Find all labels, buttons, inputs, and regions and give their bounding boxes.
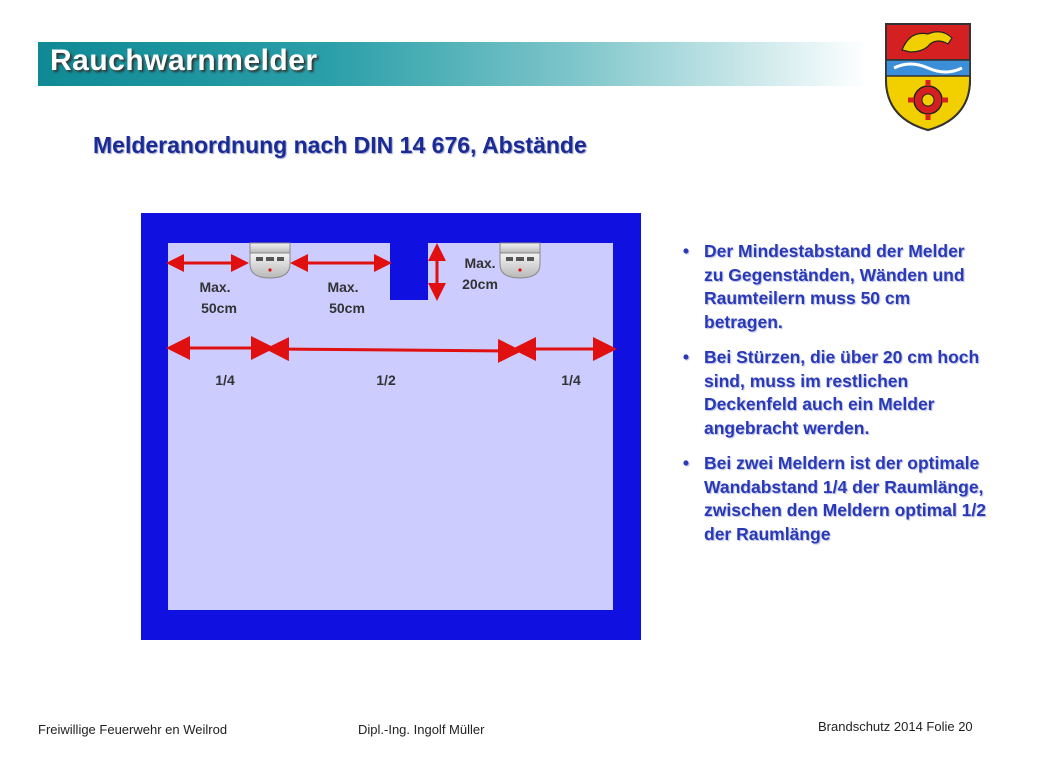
bullet-marker: •: [682, 453, 690, 473]
arrow-half-middle: [274, 349, 513, 351]
label-fraction-right: 1/4: [561, 372, 581, 388]
label-max-50cm-right: Max. 50cm: [327, 279, 365, 316]
bullet-item: [676, 452, 986, 546]
ceiling-beam: [390, 243, 428, 300]
footer-slide-ref: Brandschutz 2014 Folie 20: [818, 719, 973, 734]
bullet-text: Der Mindestabstand der Melder zu Gegenständen, Wänden und Raumteilern muss 50 cm betragen.: [704, 241, 965, 332]
label-fraction-left: 1/4: [215, 372, 235, 388]
smoke-detector-left: [250, 243, 290, 278]
footer-author: Dipl.-Ing. Ingolf Müller: [358, 722, 485, 737]
footer-organization: Freiwillige Feuerwehr en Weilrod: [38, 722, 228, 737]
bullet-marker: •: [682, 347, 690, 367]
bullet-text: Bei zwei Meldern ist der optimale Wandabstand 1/4 der Raumlänge, zwischen den Meldern optimal 1/2 der Raumlänge: [704, 453, 987, 544]
label-fraction-middle: 1/2: [376, 372, 396, 388]
bullet-marker: •: [682, 241, 690, 261]
bullet-list: [676, 240, 986, 558]
label-max-50cm-left: Max. 50cm: [199, 279, 237, 316]
bullet-item: [676, 346, 986, 440]
slide-subtitle: Melderanordnung nach DIN 14 676, Abstände: [93, 132, 587, 158]
bullet-text: Bei Stürzen, die über 20 cm hoch sind, muss im restlichen Deckenfeld auch ein Melder angebracht werden.: [704, 347, 980, 438]
label-max-20cm: Max. 20cm: [462, 255, 498, 292]
bullet-item: [676, 240, 986, 334]
slide-title: Rauchwarnmelder: [50, 44, 318, 77]
